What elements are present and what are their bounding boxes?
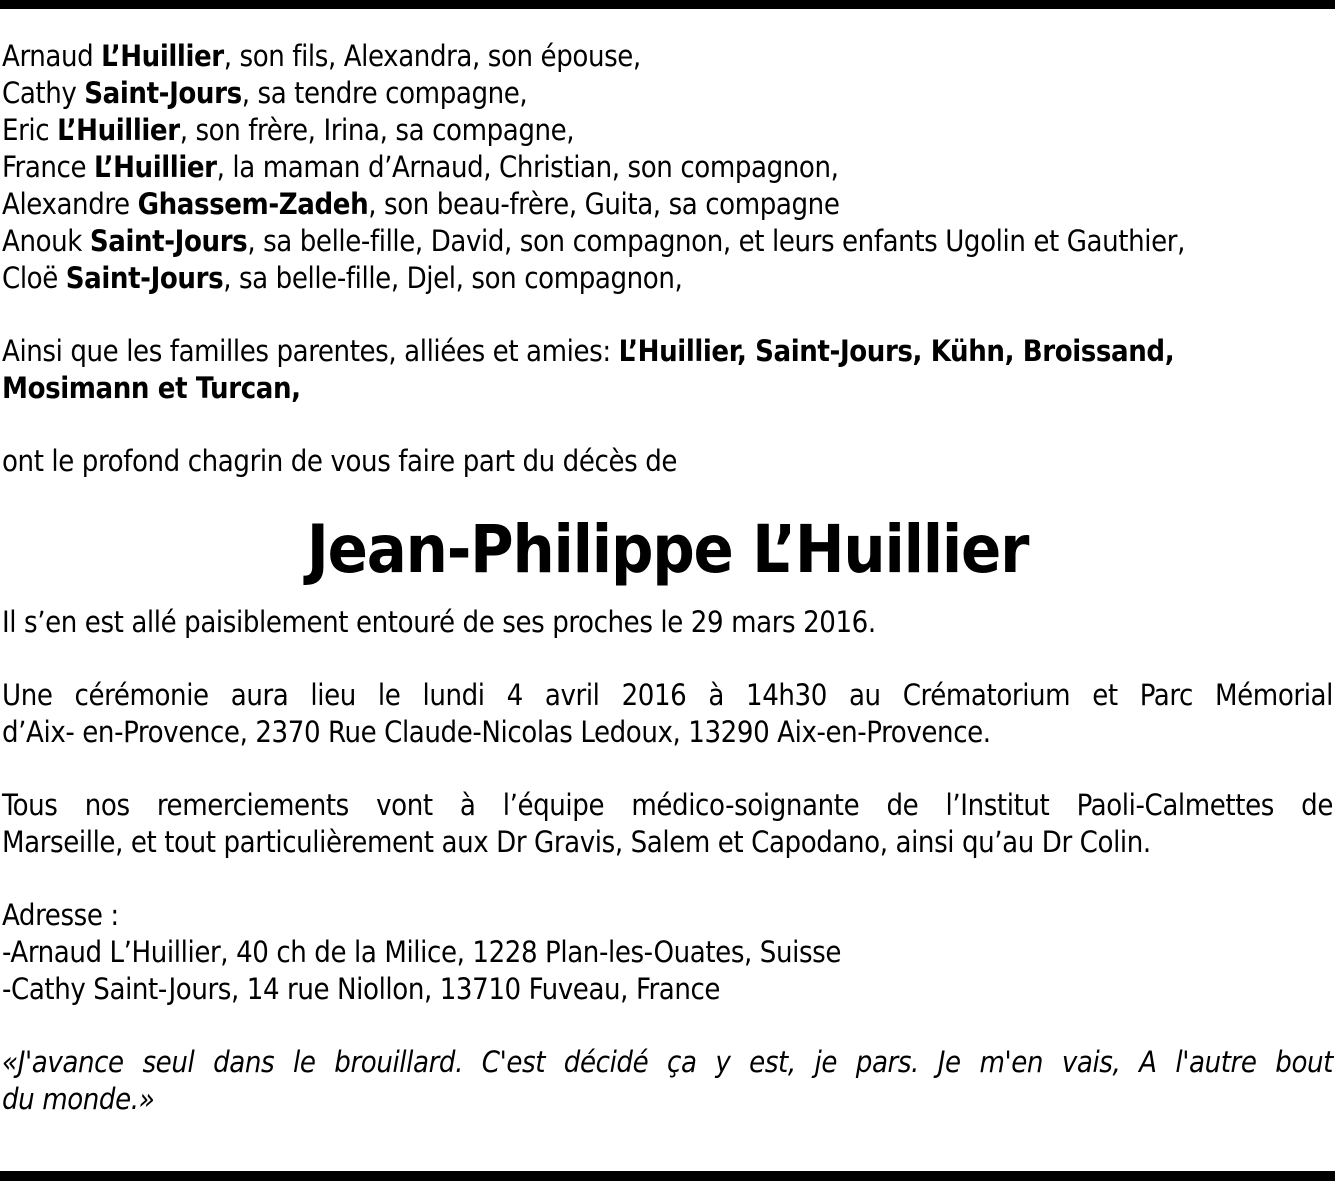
family-line: Anouk Saint-Jours, sa belle-fille, David, son compagnon, et leurs enfants Ugolin et Gauthier, (2, 224, 1185, 258)
obituary-notice (2, 38, 1333, 1118)
family-surname: Ghassem-Zadeh (137, 187, 369, 221)
quote-line: du monde.» (2, 1082, 155, 1116)
thanks-line: Marseille, et tout particulièrement aux Dr Gravis, Salem et Capodano, ainsi qu’au Dr Colin. (2, 825, 1151, 859)
address-line: -Arnaud L’Huillier, 40 ch de la Milice, 1228 Plan-les-Ouates, Suisse (2, 935, 841, 969)
thanks-line: Tous nos remerciements vont à l’équipe médico-soignante de l’Institut Paoli-Calmettes de (2, 788, 1333, 822)
spacer (2, 407, 1333, 443)
bottom-rule (0, 1171, 1335, 1181)
ceremony-paragraph (2, 677, 1333, 751)
spacer (2, 297, 1333, 333)
quote-line: «J'avance seul dans le brouillard. C'est décidé ça y est, je pars. Je m'en vais, A l'autre bout (2, 1045, 1333, 1079)
spacer (2, 861, 1333, 897)
ceremony-line: Une cérémonie aura lieu le lundi 4 avril 2016 à 14h30 au Crématorium et Parc Mémorial (2, 678, 1333, 712)
family-line: France L’Huillier, la maman d’Arnaud, Christian, son compagnon, (2, 150, 839, 184)
family-surname: L’Huillier (101, 39, 224, 73)
family-surname: Saint-Jours (65, 261, 224, 295)
family-surname: Saint-Jours (84, 76, 242, 110)
family-names: Mosimann et Turcan, (2, 371, 301, 405)
family-surname: Saint-Jours (89, 224, 248, 258)
spacer (2, 1008, 1333, 1044)
address-label: Adresse : (2, 898, 119, 932)
deceased-name: Jean-Philippe L’Huillier (306, 511, 1029, 588)
address-block (2, 897, 1333, 1008)
family-line: Alexandre Ghassem-Zadeh, son beau-frère, Guita, sa compagne (2, 187, 840, 221)
family-surname: L’Huillier (57, 113, 180, 147)
family-list (2, 38, 1333, 297)
thanks-paragraph (2, 787, 1333, 861)
family-line: Cloë Saint-Jours, sa belle-fille, Djel, son compagnon, (2, 261, 683, 295)
address-line: -Cathy Saint-Jours, 14 rue Niollon, 13710 Fuveau, France (2, 972, 721, 1006)
spacer (2, 641, 1333, 677)
quote (2, 1044, 1333, 1118)
families-paragraph: Ainsi que les familles parentes, alliées et amies: L’Huillier, Saint-Jours, Kühn, Broissand, Mosimann et Turcan, (2, 334, 1175, 405)
family-line: Cathy Saint-Jours, sa tendre compagne, (2, 76, 528, 110)
family-line: Eric L’Huillier, son frère, Irina, sa compagne, (2, 113, 575, 147)
announcement: ont le profond chagrin de vous faire part du décès de (2, 444, 678, 478)
passing-text: Il s’en est allé paisiblement entouré de ses proches le 29 mars 2016. (2, 605, 876, 639)
family-line: Arnaud L’Huillier, son fils, Alexandra, son épouse, (2, 39, 641, 73)
ceremony-line: d’Aix- en-Provence, 2370 Rue Claude-Nicolas Ledoux, 13290 Aix-en-Provence. (2, 715, 991, 749)
family-names: L’Huillier, Saint-Jours, Kühn, Broissand, (618, 334, 1175, 368)
top-rule (0, 0, 1335, 9)
family-surname: L’Huillier (94, 150, 217, 184)
spacer (2, 751, 1333, 787)
